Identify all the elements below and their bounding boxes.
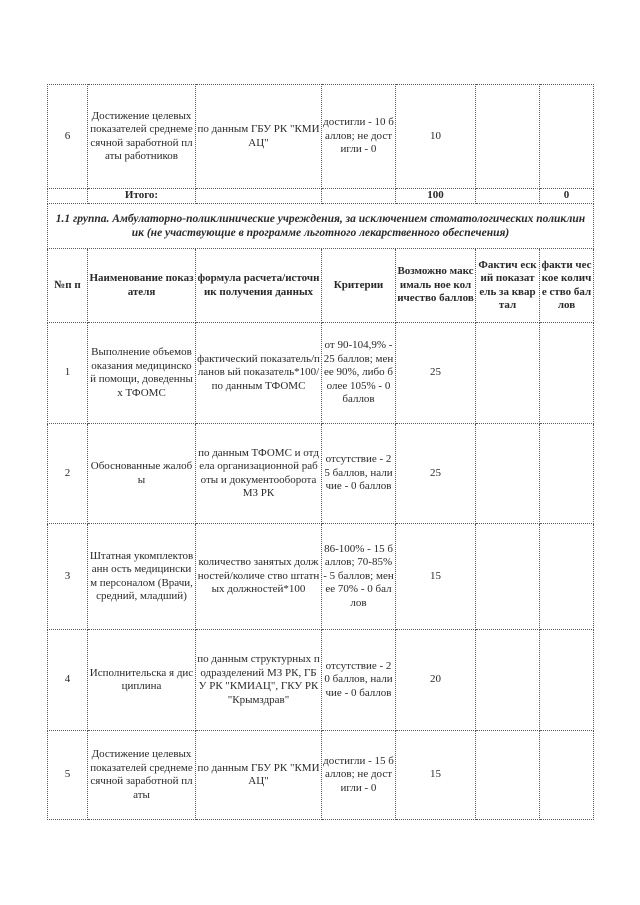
criteria: отсутствие - 20 баллов, наличие - 0 баллов [322,630,396,731]
row-number: 5 [48,731,88,820]
actual-points [540,731,594,820]
total-actual-points: 0 [540,189,594,204]
formula-source: по данным ГБУ РК "КМИАЦ" [196,731,322,820]
formula-source: количество занятых должностей/количе ство штатных должностей*100 [196,524,322,630]
header-criteria: Критерии [322,249,396,323]
formula-source: фактический показатель/планов ый показатель*100/по данным ТФОМС [196,323,322,424]
actual-points [540,524,594,630]
criteria: достигли - 10 баллов; не достигли - 0 [322,85,396,189]
max-points: 25 [396,424,476,524]
actual-points [540,424,594,524]
actual-indicator [476,85,540,189]
header-num: №п п [48,249,88,323]
header-max: Возможно максималь ное количество баллов [396,249,476,323]
row-number: 4 [48,630,88,731]
total-row [48,189,594,204]
formula-source: по данным ТФОМС и отдела организационной работы и документооборота МЗ РК [196,424,322,524]
actual-indicator [476,731,540,820]
actual-indicator [476,524,540,630]
indicator-name: Исполнительска я дисциплина [88,630,196,731]
table-row [48,524,594,630]
total-num-cell [48,189,88,204]
row-number: 1 [48,323,88,424]
max-points: 20 [396,630,476,731]
criteria: достигли - 15 баллов; не достигли - 0 [322,731,396,820]
criteria: от 90-104,9% - 25 баллов; менее 90%, либо более 105% - 0 баллов [322,323,396,424]
indicator-name: Обоснованные жалобы [88,424,196,524]
actual-indicator [476,424,540,524]
total-formula-cell [196,189,322,204]
row-number: 6 [48,85,88,189]
actual-points [540,323,594,424]
indicator-name: Достижение целевых показателей среднемесячной заработной платы работников [88,85,196,189]
header-formula: формула расчета/источник получения данных [196,249,322,323]
max-points: 25 [396,323,476,424]
actual-points [540,85,594,189]
criteria: отсутствие - 25 баллов, наличие - 0 баллов [322,424,396,524]
indicator-name: Достижение целевых показателей среднемесячной заработной платы [88,731,196,820]
actual-points [540,630,594,731]
header-name: Наименование показателя [88,249,196,323]
total-actual-indicator [476,189,540,204]
row-number: 2 [48,424,88,524]
table-row [48,630,594,731]
total-label: Итого: [88,189,196,204]
actual-indicator [476,323,540,424]
header-actual-points: факти ческое количе ство баллов [540,249,594,323]
indicator-name: Штатная укомплектованн ость медицинским персоналом (Врачи, средний, младший) [88,524,196,630]
indicators-table [47,84,594,820]
actual-indicator [476,630,540,731]
group-caption-row [48,204,594,249]
formula-source: по данным структурных подразделений МЗ РК, ГБУ РК "КМИАЦ", ГКУ РК "Крымздрав" [196,630,322,731]
header-row [48,249,594,323]
formula-source: по данным ГБУ РК "КМИАЦ" [196,85,322,189]
table-row [48,731,594,820]
total-max-points: 100 [396,189,476,204]
max-points: 15 [396,524,476,630]
table-row [48,424,594,524]
header-actual-indicator: Фактич еский показат ель за квартал [476,249,540,323]
table-row [48,323,594,424]
group-caption: 1.1 группа. Амбулаторно-поликлинические учреждения, за исключением стоматологических поликлиник (не участвующие в программе льготного лекарственного обеспечения) [48,204,594,249]
row-number: 3 [48,524,88,630]
table-row [48,85,594,189]
indicator-name: Выполнение объемов оказания медицинской помощи, доведенных ТФОМС [88,323,196,424]
max-points: 15 [396,731,476,820]
criteria: 86-100% - 15 баллов; 70-85% - 5 баллов; менее 70% - 0 баллов [322,524,396,630]
max-points: 10 [396,85,476,189]
total-criteria-cell [322,189,396,204]
